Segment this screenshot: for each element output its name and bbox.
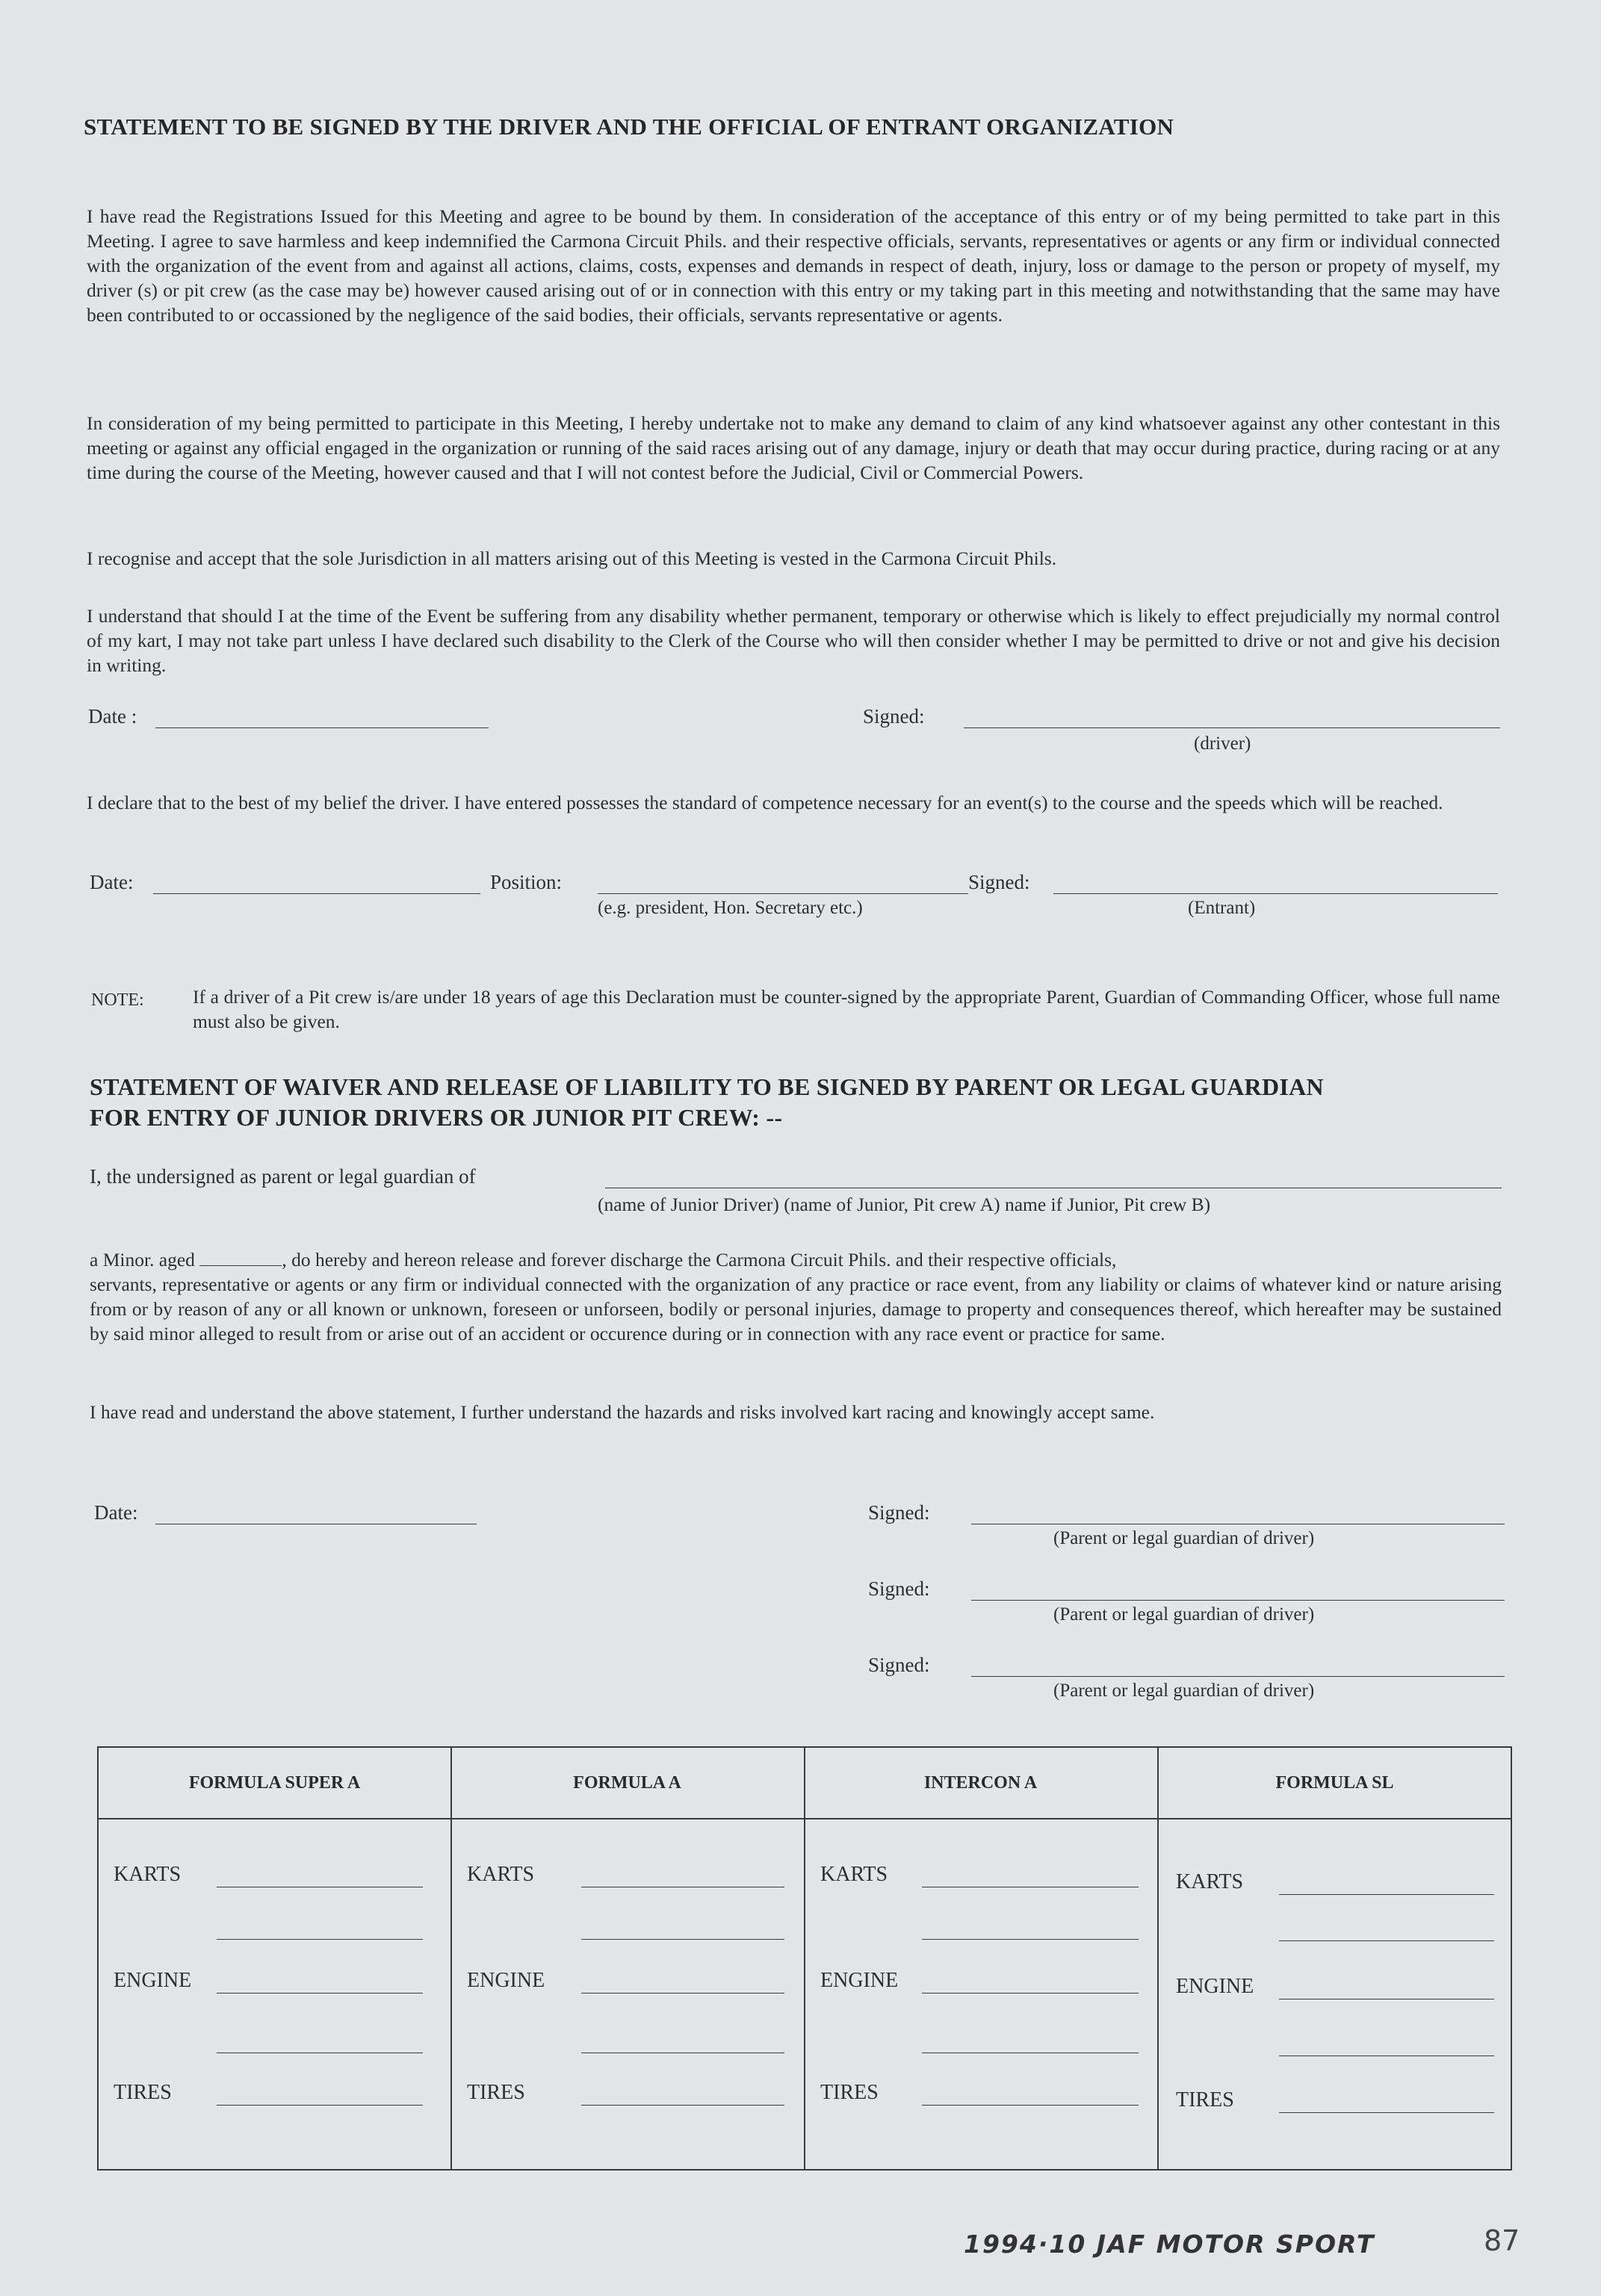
guardian-date-label: Date: (94, 1501, 138, 1524)
position-field[interactable] (598, 893, 968, 894)
karts-field-2[interactable] (1279, 1940, 1494, 1941)
engine-field-2[interactable] (1279, 2055, 1494, 2056)
guardian-sig-caption-2: (Parent or legal guardian of driver) (1053, 1604, 1315, 1625)
row-label-tires: TIRES (1176, 2088, 1234, 2112)
driver-date-label: Date : (88, 705, 137, 727)
position-caption: (e.g. president, Hon. Secretary etc.) (598, 898, 863, 918)
row-label-karts: KARTS (820, 1863, 888, 1886)
minor-prefix: a Minor. aged (90, 1249, 195, 1270)
publication-footer: 1994·10 JAF MOTOR SPORT (964, 2230, 1375, 2259)
column-header-formula-sl: FORMULA SL (1275, 1772, 1394, 1793)
entrant-date-label: Date: (90, 871, 134, 893)
tires-field[interactable] (1279, 2112, 1494, 2113)
row-label-karts: KARTS (114, 1863, 182, 1886)
driver-signature-field[interactable] (964, 727, 1500, 728)
driver-signed-label: Signed: (863, 705, 925, 727)
guardian-signed-label-1: Signed: (868, 1501, 930, 1524)
karts-field-2[interactable] (922, 1939, 1139, 1940)
release-text-start: , do hereby and hereon release and forever discharge the Carmona Circuit Phils. and their respective officials, (282, 1249, 1117, 1270)
statement1-paragraph-4: I understand that should I at the time of the Event be suffering from any disability whether permanent, temporary or otherwise which is likely to effect prejudicially my normal control of my kart, I may not take part unless I have declared such disability to the Clerk of the Course who will then consider whether I may be permitted to drive or not and give his decision in writing. (87, 605, 1500, 676)
guardian-caption: (name of Junior Driver) (name of Junior, Pit crew A) name if Junior, Pit crew B) (598, 1194, 1211, 1215)
statement1-paragraph-1: I have read the Registrations Issued for this Meeting and agree to be bound by them. In consideration of the acceptance of this entry or of my being permitted to take part in this Meeting. I agree to save harmless and keep indemnified the Carmona Circuit Phils. and their respective officials, servants, representatives or agents or any firm or individual connected with the organization of the event from and against all actions, claims, costs, expenses and demands in respect of death, injury, loss or damage to the person or propety of myself, my driver (s) or pit crew (as the case may be) however caused arising out of or in connection with this entry or my taking part in this meeting and notwithstanding that the same may have been contributed to or occassioned by the negligence of the said bodies, their officials, servants representative or agents. (87, 205, 1500, 326)
statement1-paragraph-3: I recognise and accept that the sole Jurisdiction in all matters arising out of this Meeting is vested in the Carmona Circuit Phils. (87, 547, 1057, 569)
driver-caption: (driver) (1194, 733, 1251, 754)
minor-age-field[interactable] (199, 1249, 282, 1266)
guardian-signed-label-3: Signed: (868, 1654, 930, 1676)
row-label-engine: ENGINE (467, 1969, 545, 1992)
page-number: 87 (1484, 2224, 1520, 2257)
equipment-table (97, 1746, 1512, 2171)
tires-field[interactable] (581, 2105, 784, 2106)
row-label-engine: ENGINE (1176, 1975, 1254, 1998)
statement1-title: STATEMENT TO BE SIGNED BY THE DRIVER AND THE OFFICIAL OF ENTRANT ORGANIZATION (84, 114, 1174, 140)
entrant-signed-label: Signed: (968, 871, 1030, 893)
column-header-formula-a: FORMULA A (573, 1772, 681, 1793)
row-label-tires: TIRES (467, 2081, 525, 2104)
statement2-paragraph-2: I have read and understand the above statement, I further understand the hazards and risks involved kart racing and knowingly accept same. (90, 1401, 1155, 1423)
row-label-engine: ENGINE (820, 1969, 899, 1992)
entrant-caption: (Entrant) (1188, 898, 1256, 918)
guardian-sig-caption-1: (Parent or legal guardian of driver) (1053, 1528, 1315, 1548)
statement1-paragraph-5: I declare that to the best of my belief the driver. I have entered possesses the standard of competence necessary for an event(s) to the course and the speeds which will be reached. (87, 792, 1443, 813)
tires-field[interactable] (922, 2105, 1139, 2106)
guardian-signature-field-3[interactable] (971, 1676, 1505, 1677)
guardian-of-label: I, the undersigned as parent or legal guardian of (90, 1165, 476, 1188)
statement2-title-line2: FOR ENTRY OF JUNIOR DRIVERS OR JUNIOR PIT CREW: -- (90, 1104, 783, 1131)
engine-field[interactable] (922, 1993, 1139, 1994)
guardian-sig-caption-3: (Parent or legal guardian of driver) (1053, 1681, 1315, 1701)
position-label: Position: (490, 871, 563, 893)
note-label: NOTE: (91, 990, 144, 1010)
driver-date-field[interactable] (155, 727, 489, 728)
row-label-tires: TIRES (820, 2081, 879, 2104)
statement2-title-line1: STATEMENT OF WAIVER AND RELEASE OF LIABILITY TO BE SIGNED BY PARENT OR LEGAL GUARDIAN (90, 1073, 1324, 1100)
column-header-formula-super-a: FORMULA SUPER A (188, 1772, 361, 1793)
engine-field[interactable] (217, 1993, 423, 1994)
entrant-signature-field[interactable] (1053, 893, 1498, 894)
statement1-paragraph-2: In consideration of my being permitted to participate in this Meeting, I hereby undertake not to make any demand to claim of any kind whatsoever against any other contestant in this meeting or against any official engaged in the organization or running of the said races arising out of any damage, injury or death that may occur during practice, during racing or at any time during the course of the Meeting, however caused and that I will not contest before the Judicial, Civil or Commercial Powers. (87, 412, 1500, 483)
release-text-continued: servants, representative or agents or any firm or individual connected with the organization of any practice or race event, from any liability or claims of whatever kind or nature arising from or by reason of any or all known or unknown, foreseen or unforseen, bodily or personal injuries, damage to property and consequences thereof, which hereafter may be sustained by said minor alleged to result from or arise out of an accident or occurence during or in connection with any race event or practice for same. (90, 1273, 1502, 1344)
row-label-tires: TIRES (114, 2081, 172, 2104)
column-header-intercon-a: INTERCON A (923, 1772, 1038, 1793)
guardian-signed-label-2: Signed: (868, 1577, 930, 1600)
entrant-date-field[interactable] (153, 893, 480, 894)
row-label-engine: ENGINE (114, 1969, 192, 1992)
tires-field[interactable] (217, 2105, 423, 2106)
minor-line (90, 1247, 1502, 1272)
karts-field-2[interactable] (217, 1939, 423, 1940)
karts-field[interactable] (1279, 1894, 1494, 1895)
note-text: If a driver of a Pit crew is/are under 18 years of age this Declaration must be counter-signed by the appropriate Parent, Guardian of Commanding Officer, whose full name must also be given. (193, 986, 1500, 1032)
row-label-karts: KARTS (467, 1863, 535, 1886)
engine-field[interactable] (581, 1993, 784, 1994)
row-label-karts: KARTS (1176, 1870, 1244, 1893)
karts-field-2[interactable] (581, 1939, 784, 1940)
guardian-signature-field-2[interactable] (971, 1600, 1505, 1601)
